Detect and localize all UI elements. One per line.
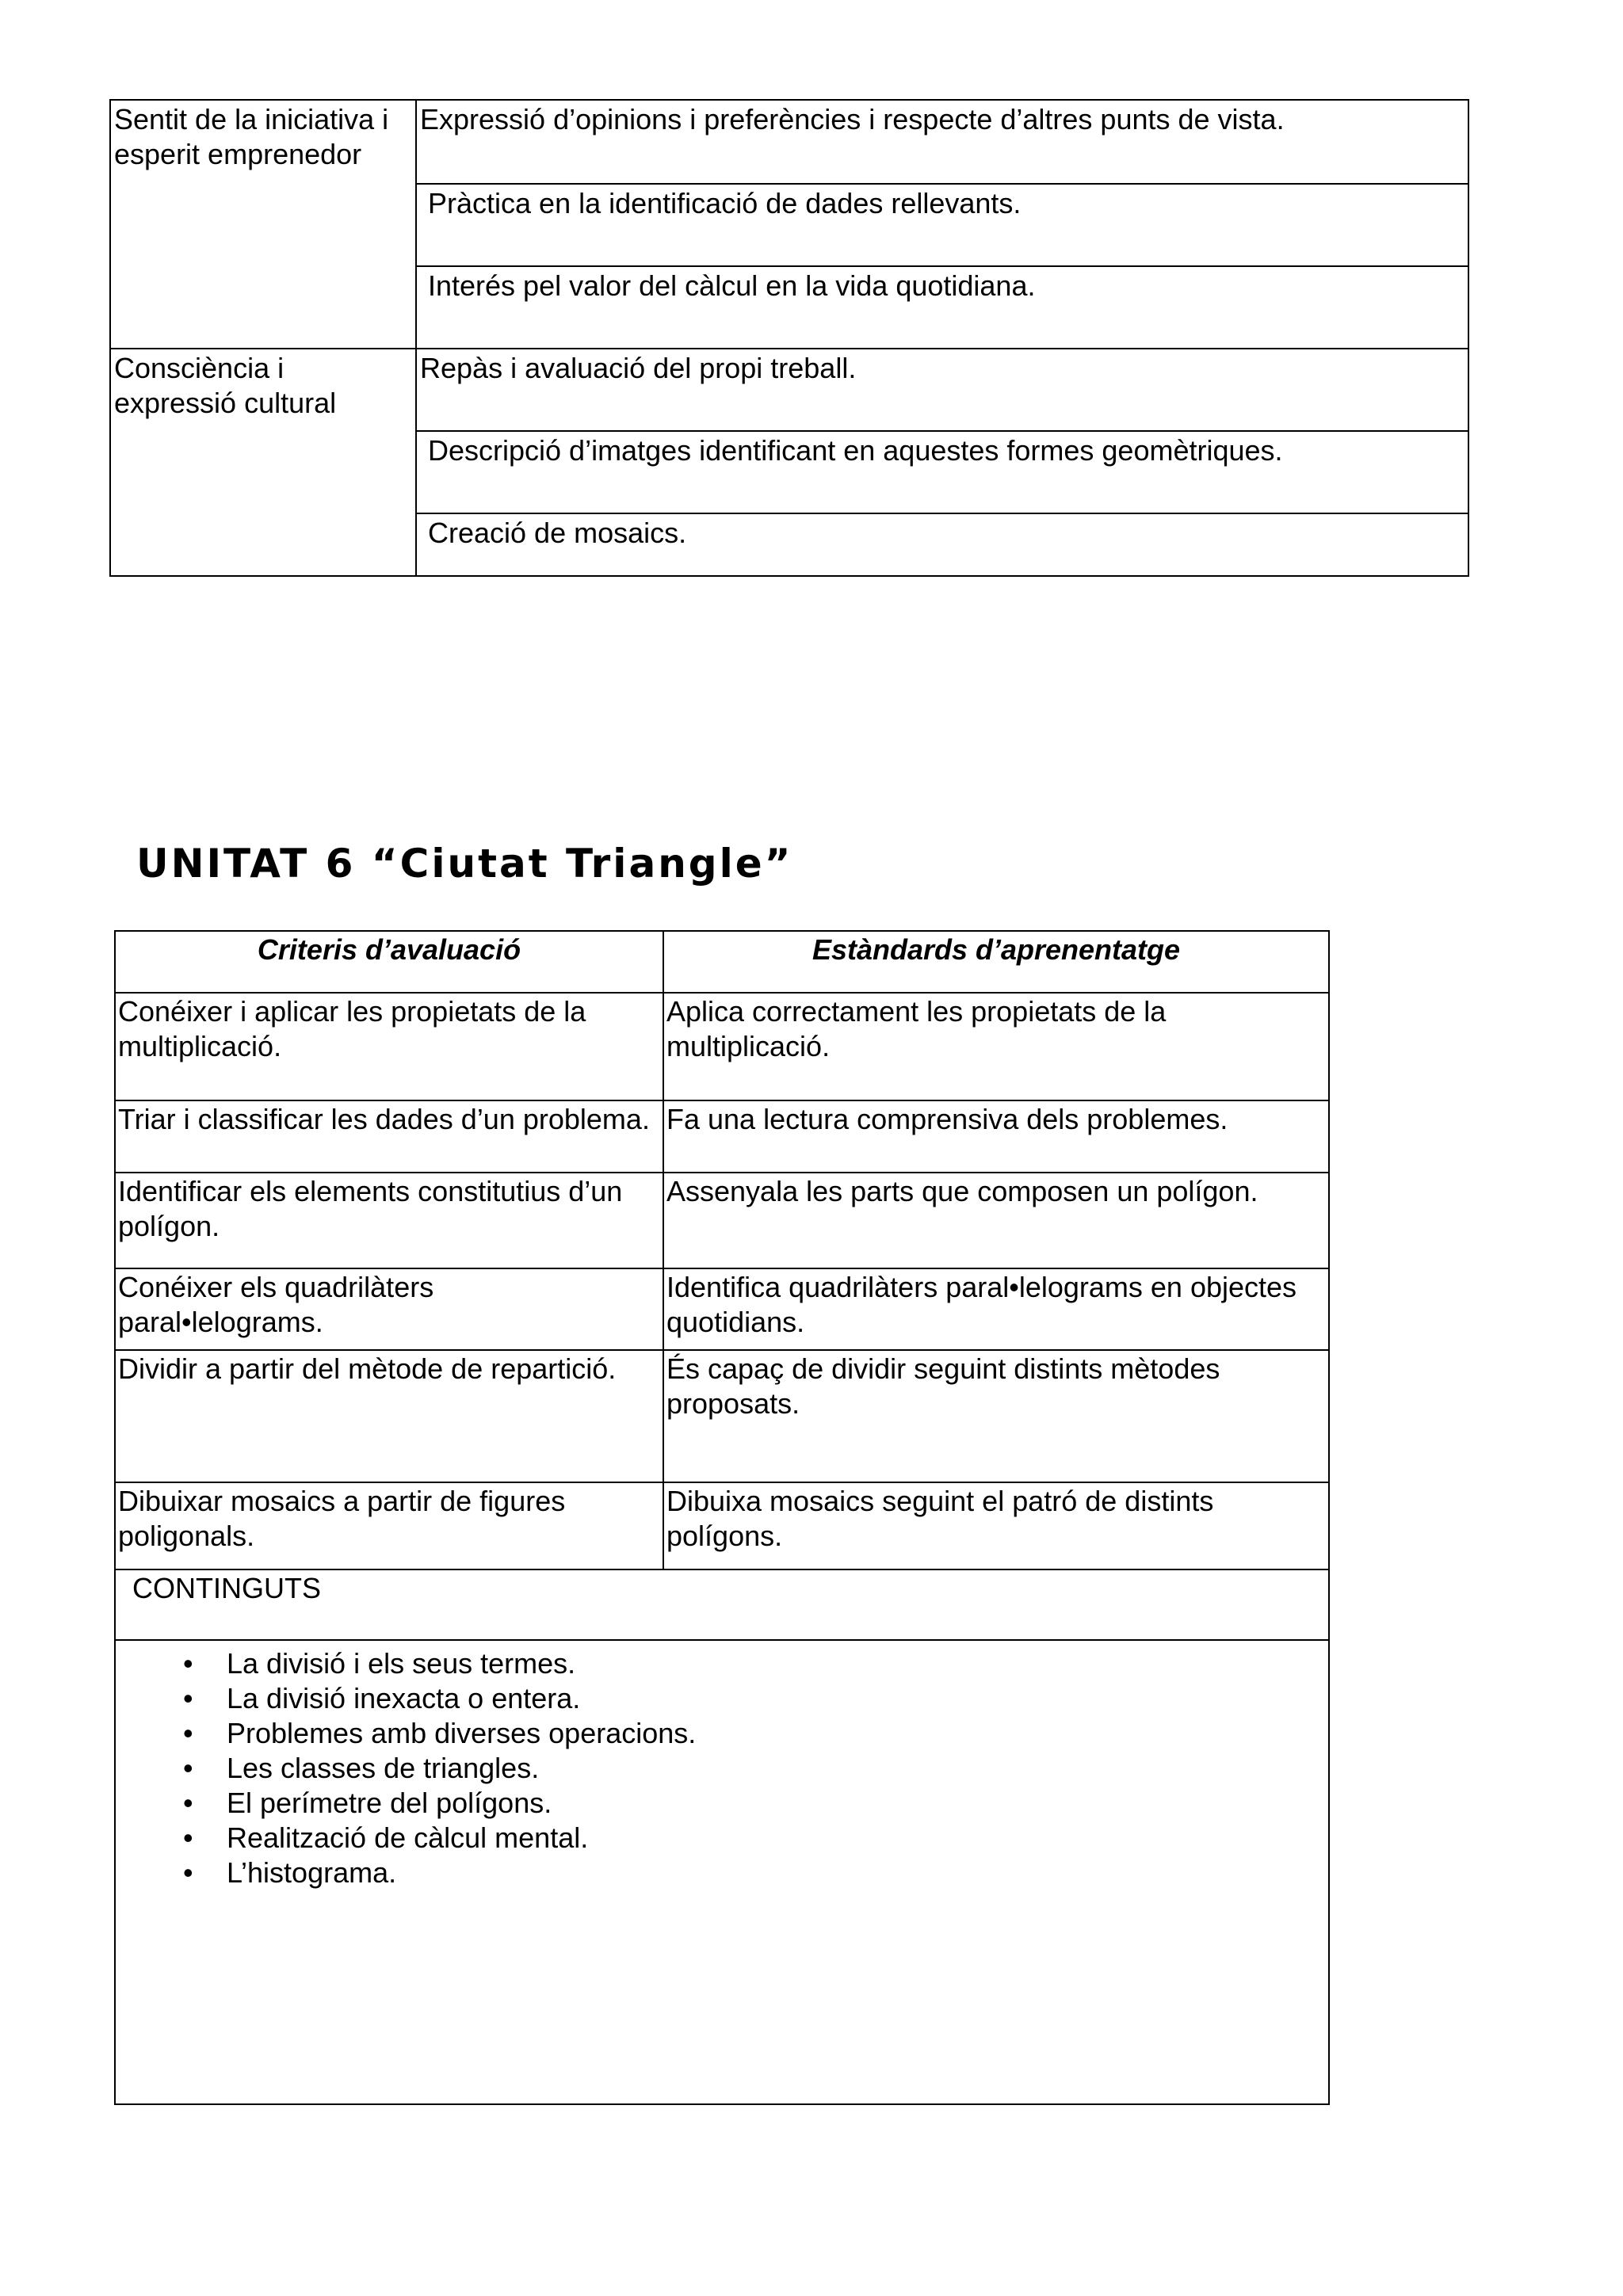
list-item: • Realització de càlcul mental. [227, 1821, 1328, 1855]
competence-item-text: Repàs i avaluació del propi treball. [420, 352, 857, 384]
competence-item-text: Interés pel valor del càlcul en la vida quotidiana. [428, 269, 1036, 302]
standard-cell: Aplica correctament les propietats de la multiplicació. [666, 995, 1167, 1062]
unit-title: UNITAT 6 “Ciutat Triangle” [136, 841, 793, 887]
standard-cell: Assenyala les parts que composen un polígon. [666, 1175, 1258, 1207]
competence-item [417, 265, 1468, 348]
competences-table [109, 99, 1469, 577]
competence-item [417, 513, 1468, 575]
list-item: • Les classes de triangles. [227, 1751, 1328, 1786]
criteria-header: Criteris d’avaluació [257, 933, 521, 966]
list-item: • Problemes amb diverses operacions. [227, 1716, 1328, 1751]
criterion-cell: Conéixer i aplicar les propietats de la multiplicació. [118, 995, 586, 1062]
competence-item [417, 430, 1468, 513]
criterion-cell: Dividir a partir del mètode de repartició. [118, 1352, 617, 1385]
contents-list [116, 1635, 1328, 1890]
criterion-cell: Conéixer els quadrilàters paral•lelograms. [118, 1271, 434, 1338]
criterion-cell: Identificar els elements constitutius d’un polígon. [118, 1175, 623, 1242]
criterion-cell: Triar i classificar les dades d’un problema. [118, 1103, 650, 1135]
standard-cell: És capaç de dividir seguint distints mètodes proposats. [666, 1352, 1220, 1420]
competence-label: Consciència i expressió cultural [114, 352, 337, 419]
list-item: • L’histograma. [227, 1855, 1328, 1890]
standard-cell: Identifica quadrilàters paral•lelograms en objectes quotidians. [666, 1271, 1297, 1338]
competence-cell [111, 349, 417, 575]
standards-header: Estàndards d’aprenentatge [812, 933, 1181, 966]
competence-item-text: Expressió d’opinions i preferències i respecte d’altres punts de vista. [420, 103, 1285, 135]
competence-item-text: Pràctica en la identificació de dades rellevants. [428, 187, 1022, 219]
criterion-cell: Dibuixar mosaics a partir de figures poligonals. [118, 1485, 566, 1552]
competence-item [417, 349, 1468, 430]
competence-item-text: Descripció d’imatges identificant en aquestes formes geomètriques. [428, 434, 1283, 467]
competence-item-text: Creació de mosaics. [428, 517, 687, 549]
competence-item [417, 101, 1468, 183]
standard-cell: Dibuixa mosaics seguint el patró de distints polígons. [666, 1485, 1214, 1552]
unit-table [114, 930, 1330, 2105]
contents-label: CONTINGUTS [132, 1572, 321, 1604]
standard-cell: Fa una lectura comprensiva dels problemes. [666, 1103, 1228, 1135]
competence-cell [111, 101, 417, 348]
list-item: • El perímetre del polígons. [227, 1786, 1328, 1821]
competence-label: Sentit de la iniciativa i esperit emprenedor [114, 103, 389, 170]
competence-item [417, 183, 1468, 265]
list-item: • La divisió inexacta o entera. [227, 1681, 1328, 1716]
list-item: • La divisió i els seus termes. [227, 1646, 1328, 1681]
